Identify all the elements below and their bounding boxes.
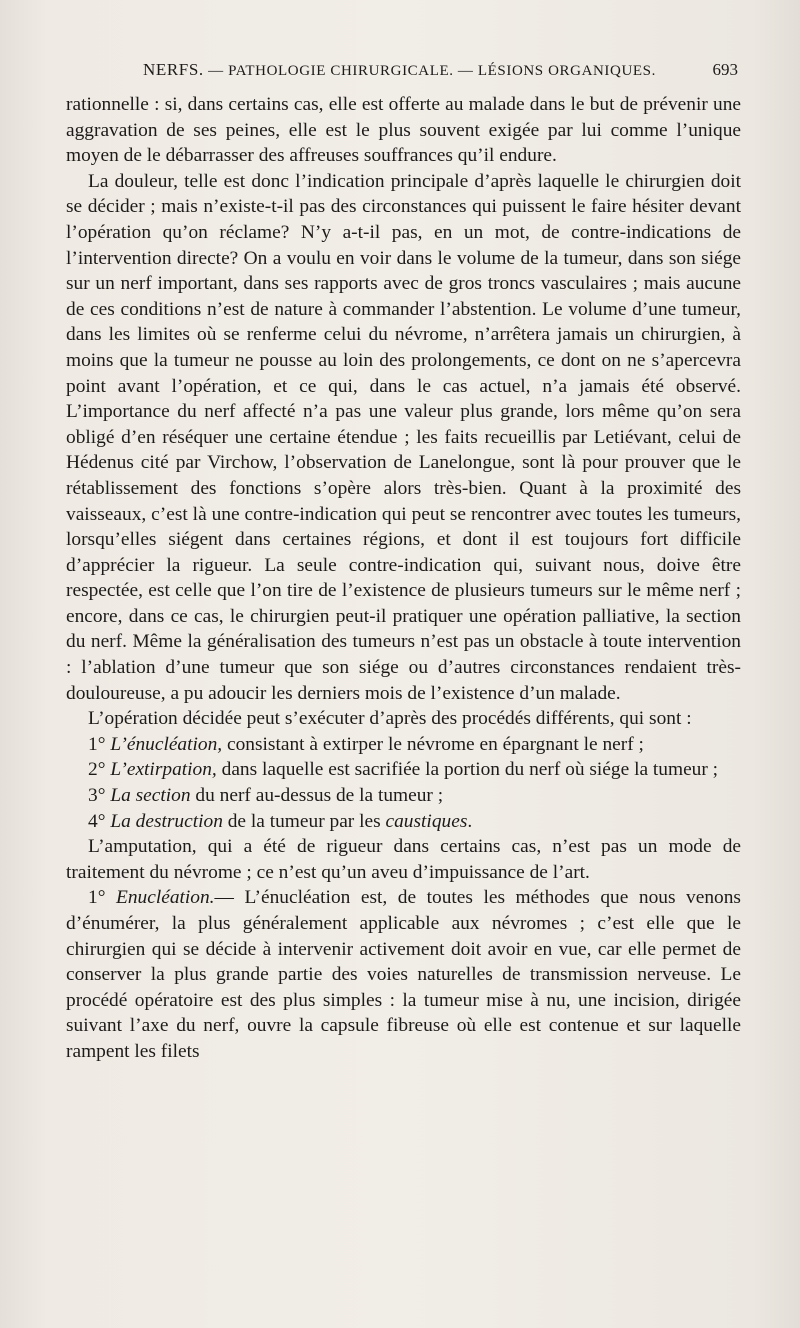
paragraph-enucleation: [66, 885, 741, 1064]
item-term-secondary: caustiques: [385, 810, 468, 832]
procedure-item-4: [66, 809, 741, 835]
paragraph-continuation: rationnelle : si, dans certains cas, elle est offerte au malade dans le but de prévenir une aggravation de ses peines, elle est le plus souvent exigée par lui comme l’unique moyen de le débarrasser des affreuses souffrances qu’il endure.: [66, 94, 741, 167]
item-number: 2°: [88, 759, 106, 781]
paragraph-amputation: L’amputation, qui a été de rigueur dans certains cas, n’est pas un mode de traitement du névrome ; ce n’est qu’un aveu d’impuissance de l’art.: [66, 836, 741, 883]
item-number: 4°: [88, 810, 106, 832]
page-header: [60, 60, 740, 86]
item-number: 1°: [88, 733, 106, 755]
running-head-subtitle: — PATHOLOGIE CHIRURGICALE. — LÉSIONS ORGANIQUES.: [203, 63, 656, 79]
procedure-item-3: [66, 783, 741, 809]
item-text-end: .: [467, 810, 473, 832]
paragraph-indications: La douleur, telle est donc l’indication principale d’après laquelle le chirurgien doit se décider ; mais n’existe-t-il pas des circonstances qui puissent le faire hésiter devant l’opération qu’on réclame? N’y a-t-il pas, en un mot, de contre-indications de l’intervention directe? On a voulu en voir dans le volume de la tumeur, dans son siége sur un nerf important, dans ses rapports avec de gros troncs vasculaires ; mais aucune de ces conditions n’est de nature à commander l’abstention. Le volume d’une tumeur, dans les limites où se renferme celui du névrome, n’arrêtera jamais un chirurgien, à moins que la tumeur ne pousse au loin des prolongements, ce dont on ne s’apercevra point avant l’opération, et ce qui, dans le cas actuel, n’a jamais été observé. L’importance du nerf affecté n’a pas une valeur plus grande, lors même qu’on sera obligé d’en réséquer une certaine étendue ; les faits recueillis par Letiévant, celui de Hédenus cité par Virchow, l’observation de Lanelongue, sont là pour prouver que le rétablissement des fonctions s’opère alors très-bien. Quant à la proximité des vaisseaux, c’est là une contre-indication qui peut se rencontrer avec toutes les tumeurs, lorsqu’elles siégent dans certaines régions, et dont il est toujours fort difficile d’apprécier la rigueur. La seule contre-indication qui, suivant nous, doive être respectée, est celle que l’on tire de l’existence de plusieurs tumeurs sur le même nerf ; encore, dans ce cas, le chirurgien peut-il pratiquer une opération palliative, la section du nerf. Même la généralisation des tumeurs n’est pas un obstacle à toute intervention : l’ablation d’une tumeur que son siége ou d’autres circonstances rendaient très-douloureuse, a pu adoucir les derniers mois de l’existence d’un malade.: [66, 170, 741, 704]
item-text: dans laquelle est sacrifiée la portion du nerf où siége la tumeur ;: [216, 759, 719, 781]
item-term: La section: [110, 785, 191, 807]
item-text: de la tumeur par les: [222, 810, 386, 832]
item-text: du nerf au-dessus de la tumeur ;: [190, 785, 444, 807]
item-term: L’extirpation,: [110, 759, 217, 781]
item-term: L’énucléation,: [110, 733, 223, 755]
running-head: [143, 60, 656, 80]
section-text: — L’énucléation est, de toutes les méthodes que nous venons d’énumérer, la plus généralement applicable aux névromes ; c’est elle que le chirurgien qui se décide à intervenir activement doit avoir en vue, car elle permet de conserver la plus grande partie des voies naturelles de transmission nerveuse. Le procédé opératoire est des plus simples : la tumeur mise à nu, une incision, dirigée suivant l’axe du nerf, ouvre la capsule fibreuse où elle est contenue et sur laquelle rampent les filets: [66, 887, 741, 1062]
item-number: 3°: [88, 785, 106, 807]
item-text: consistant à extirper le névrome en épargnant le nerf ;: [222, 733, 644, 755]
paragraph-procedures-intro: L’opération décidée peut s’exécuter d’après des procédés différents, qui sont :: [88, 708, 692, 730]
item-term: La destruction: [110, 810, 223, 832]
procedure-item-2: [66, 757, 741, 783]
page-number: 693: [712, 60, 738, 79]
section-number: 1°: [88, 887, 106, 909]
body-text: [66, 92, 741, 1065]
section-title: Enucléation.: [115, 887, 215, 909]
running-head-section: NERFS.: [143, 60, 204, 79]
procedure-item-1: [66, 732, 741, 758]
